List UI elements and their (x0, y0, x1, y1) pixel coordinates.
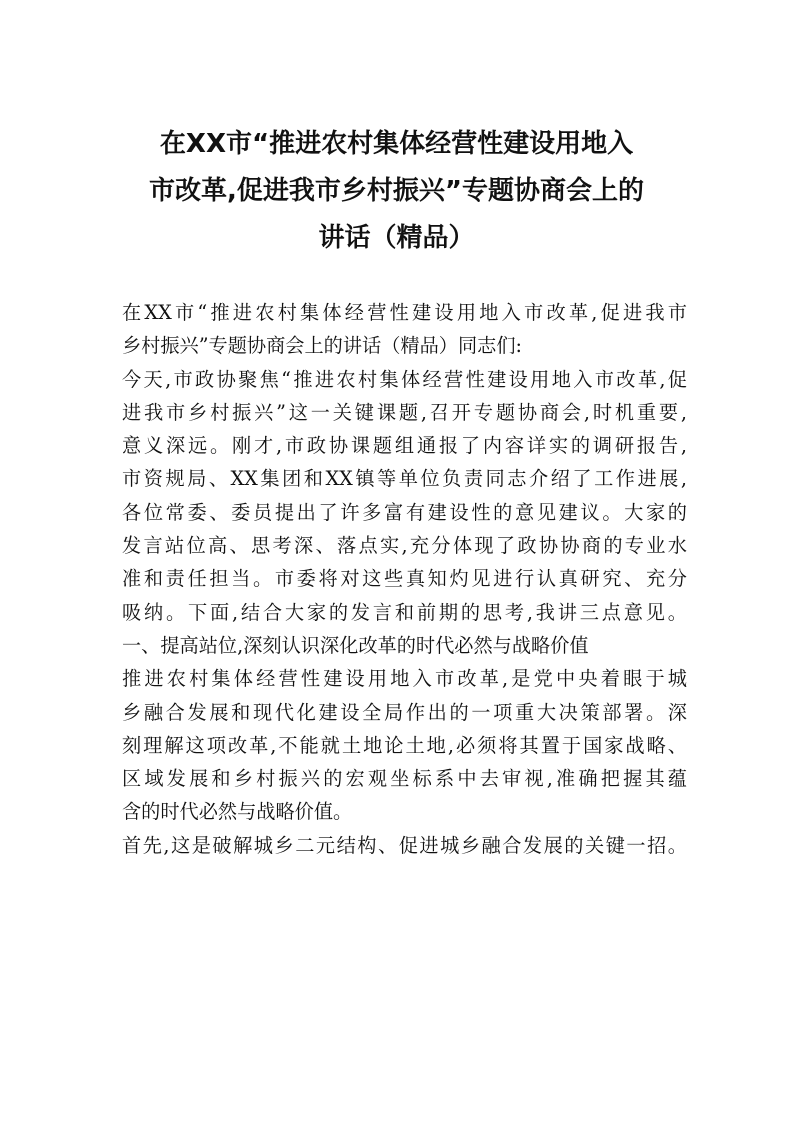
body-line-13: 乡融合发展和现代化建设全局作出的一项重大决策部署。深 (122, 700, 687, 724)
body-line-4: 进我市乡村振兴”这一关键课题,召开专题协商会,时机重要, (122, 400, 687, 424)
document-title (110, 121, 683, 262)
body-line-9: 准和责任担当。市委将对这些真知灼见进行认真研究、充分 (122, 567, 687, 591)
body-line-8: 发言站位高、思考深、落点实,充分体现了政协协商的专业水 (122, 534, 687, 558)
section-heading-1: 一、提高站位,深刻认识深化改革的时代必然与战略价值 (122, 633, 589, 657)
body-line-10: 吸纳。下面,结合大家的发言和前期的思考,我讲三点意见。 (122, 600, 687, 624)
body-line-16: 含的时代必然与战略价值。 (122, 800, 353, 824)
body-line-17: 首先,这是破解城乡二元结构、促进城乡融合发展的关键一招。 (122, 833, 687, 857)
title-line-2: 市改革,促进我市乡村振兴”专题协商会上的 (149, 176, 644, 206)
body-line-6: 市资规局、XX集团和XX镇等单位负责同志介绍了工作进展, (122, 467, 687, 491)
body-line-1: 在XX市“推进农村集体经营性建设用地入市改革,促进我市 (122, 301, 687, 324)
body-line-5: 意义深远。刚才,市政协课题组通报了内容详实的调研报告, (122, 434, 687, 458)
body-line-15: 区域发展和乡村振兴的宏观坐标系中去审视,准确把握其蕴 (122, 767, 687, 791)
body-line-3: 今天,市政协聚焦“推进农村集体经营性建设用地入市改革,促 (122, 367, 687, 391)
body-line-12: 推进农村集体经营性建设用地入市改革,是党中央着眼于城 (122, 667, 687, 691)
body-line-7: 各位常委、委员提出了许多富有建设性的意见建议。大家的 (122, 500, 687, 524)
body-line-2: 乡村振兴”专题协商会上的讲话（精品）同志们: (122, 334, 523, 358)
document-body (122, 296, 687, 862)
body-line-14: 刻理解这项改革,不能就土地论土地,必须将其置于国家战略、 (122, 733, 687, 757)
title-line-3: 讲话（精品） (318, 223, 475, 253)
title-line-1: 在XX市“推进农村集体经营性建设用地入 (159, 129, 634, 159)
